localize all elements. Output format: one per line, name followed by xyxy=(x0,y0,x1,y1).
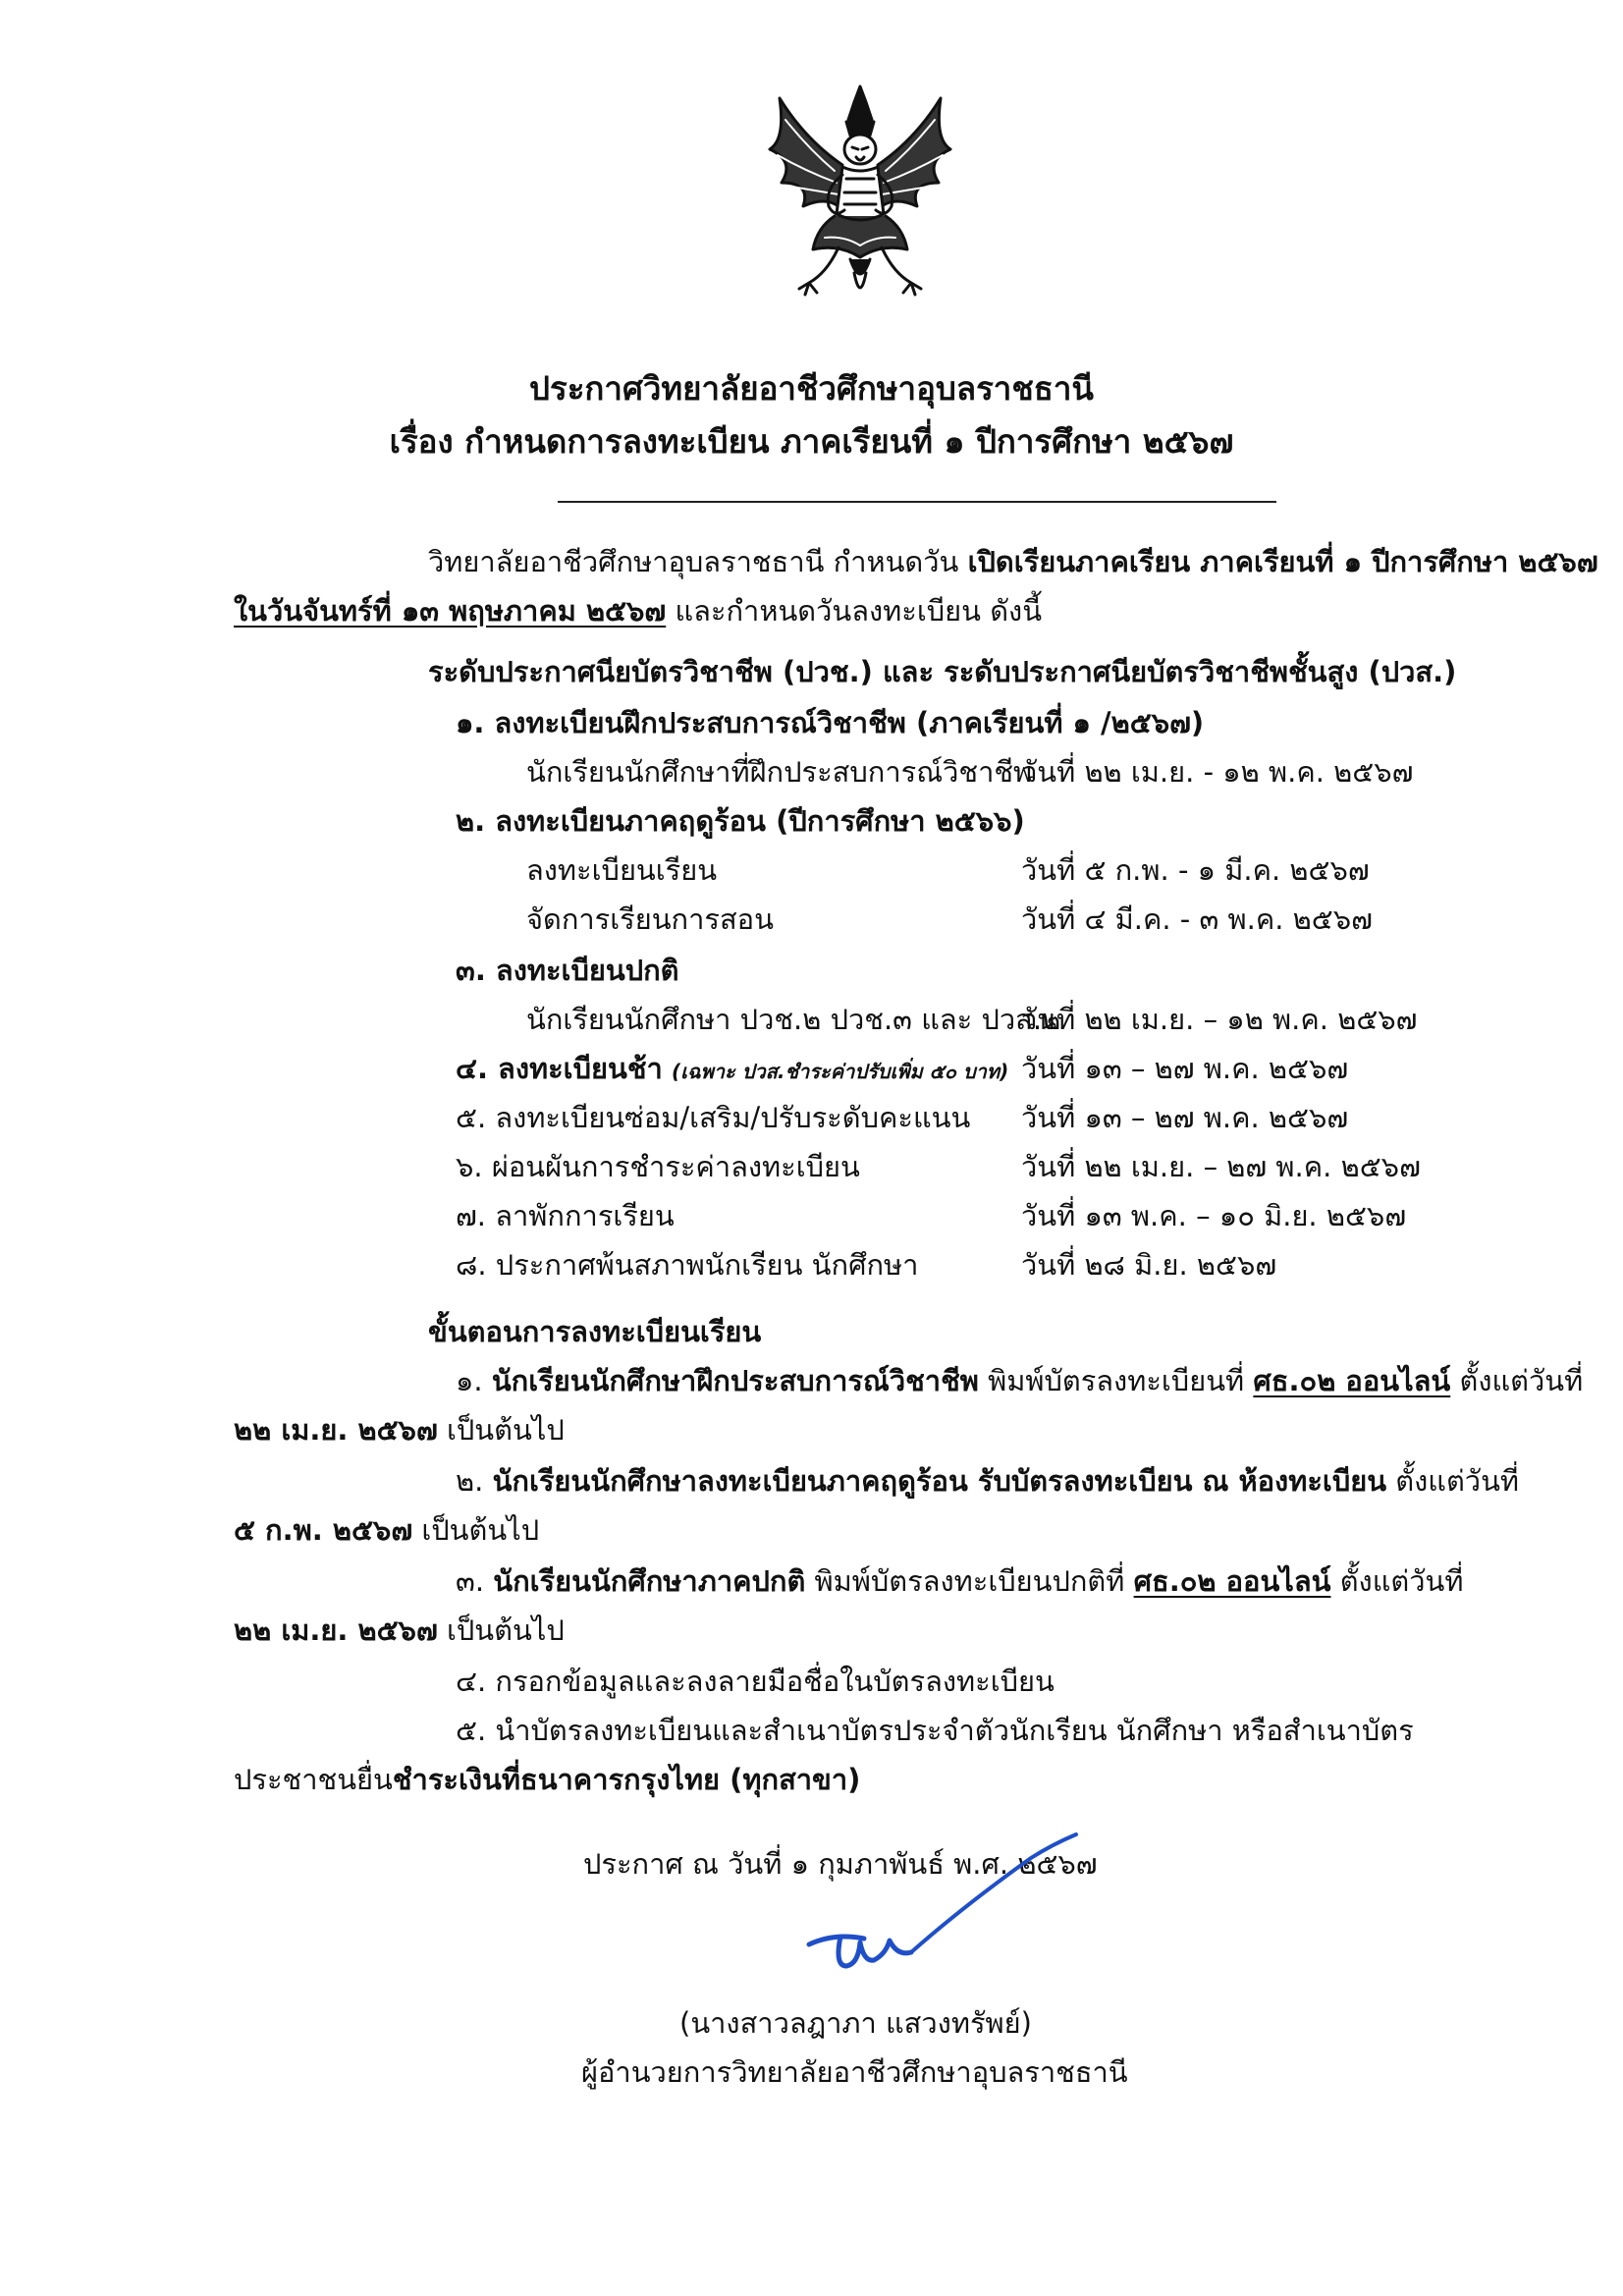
step3-date-tail: เป็นต้นไป xyxy=(437,1613,565,1647)
step2-num: ๒. xyxy=(456,1464,493,1498)
step1-bold: นักเรียนนักศึกษาฝึกประสบการณ์วิชาชีพ xyxy=(491,1364,979,1397)
level-heading: ระดับประกาศนียบัตรวิชาชีพ (ปวช.) และ ระดับประกาศนียบัตรวิชาชีพชั้นสูง (ปวส.) xyxy=(428,655,1457,688)
item1-date: วันที่ ๒๒ เม.ย. - ๑๒ พ.ค. ๒๕๖๗ xyxy=(1021,755,1414,789)
page-subject: เรื่อง กำหนดการลงทะเบียน ภาคเรียนที่ ๑ ปีการศึกษา ๒๕๖๗ xyxy=(389,422,1234,461)
item4-date: วันที่ ๑๓ – ๒๗ พ.ค. ๒๕๖๗ xyxy=(1021,1052,1349,1085)
announce-date: ประกาศ ณ วันที่ ๑ กุมภาพันธ์ พ.ศ. ๒๕๖๗ xyxy=(583,1847,1098,1881)
step2-line-1 xyxy=(456,1461,1519,1501)
item2-heading: ๒. ลงทะเบียนภาคฤดูร้อน (ปีการศึกษา ๒๕๖๖) xyxy=(456,804,1025,838)
item1-label: นักเรียนนักศึกษาที่ฝึกประสบการณ์วิชาชีพ xyxy=(526,755,1033,789)
schedule-row-label: ๗. ลาพักการเรียน xyxy=(456,1199,675,1232)
schedule-row-label: ๘. ประกาศพ้นสภาพนักเรียน นักศึกษา xyxy=(456,1248,919,1282)
step5-line-2 xyxy=(234,1760,860,1799)
step1-line-2 xyxy=(234,1410,565,1449)
step3-line-1 xyxy=(456,1561,1463,1601)
step1-num: ๑. xyxy=(456,1364,492,1397)
step2-tail: ตั้งแต่วันที่ xyxy=(1386,1464,1520,1498)
page-title: ประกาศวิทยาลัยอาชีวศึกษาอุบลราชธานี xyxy=(529,369,1094,408)
item3-date: วันที่ ๒๒ เม.ย. – ๑๒ พ.ค. ๒๕๖๗ xyxy=(1021,1003,1418,1036)
step4: ๔. กรอกข้อมูลและลงลายมือชื่อในบัตรลงทะเบียน xyxy=(456,1665,1055,1698)
intro-open-term: เปิดเรียนภาคเรียน ภาคเรียนที่ ๑ ปีการศึกษา ๒๕๖๗ xyxy=(967,545,1598,578)
item4-row xyxy=(456,1049,1008,1091)
item1-heading: ๑. ลงทะเบียนฝึกประสบการณ์วิชาชีพ (ภาคเรียนที่ ๑ /๒๕๖๗) xyxy=(456,706,1205,739)
step2-date: ๕ ก.พ. ๒๕๖๗ xyxy=(234,1513,413,1547)
intro-line-2 xyxy=(234,591,1042,630)
step5-bold: ชำระเงินที่ธนาคารกรุงไทย (ทุกสาขา) xyxy=(392,1763,861,1796)
item4-note: (เฉพาะ ปวส.ชำระค่าปรับเพิ่ม ๕๐ บาท) xyxy=(672,1060,1009,1083)
step3-tail: ตั้งแต่วันที่ xyxy=(1330,1564,1464,1598)
item2-row-label: ลงทะเบียนเรียน xyxy=(526,853,718,887)
step3-date: ๒๒ เม.ย. ๒๕๖๗ xyxy=(234,1613,438,1647)
item4-label: ๔. ลงทะเบียนช้า xyxy=(456,1052,663,1085)
intro-open-date: ในวันจันทร์ที่ ๑๓ พฤษภาคม ๒๕๖๗ xyxy=(234,594,667,628)
signer-name: (นางสาวลฎาภา แสวงทรัพย์) xyxy=(679,2006,1032,2040)
step3-link: ศธ.๐๒ ออนไลน์ xyxy=(1133,1564,1331,1598)
step3-plain: พิมพ์บัตรลงทะเบียนปกติที่ xyxy=(805,1564,1134,1598)
step1-date: ๒๒ เม.ย. ๒๕๖๗ xyxy=(234,1413,438,1447)
signer-title: ผู้อำนวยการวิทยาลัยอาชีวศึกษาอุบลราชธานี xyxy=(581,2055,1128,2089)
step1-tail: ตั้งแต่วันที่ xyxy=(1450,1364,1584,1397)
title-divider xyxy=(558,501,1276,503)
step5-line-1: ๕. นำบัตรลงทะเบียนและสำเนาบัตรประจำตัวนักเรียน นักศึกษา หรือสำเนาบัตร xyxy=(456,1714,1414,1747)
step2-bold: นักเรียนนักศึกษาลงทะเบียนภาคฤดูร้อน รับบัตรลงทะเบียน ณ ห้องทะเบียน xyxy=(492,1464,1387,1498)
step3-line-2 xyxy=(234,1611,565,1650)
step5-plain: ประชาชนยื่น xyxy=(234,1763,393,1796)
intro-tail: และกำหนดวันลงทะเบียน ดังนี้ xyxy=(666,594,1043,628)
signature-mark xyxy=(795,1819,1090,1976)
step1-date-tail: เป็นต้นไป xyxy=(437,1413,565,1447)
schedule-row-date: วันที่ ๒๒ เม.ย. – ๒๗ พ.ค. ๒๕๖๗ xyxy=(1021,1150,1421,1183)
steps-heading: ขั้นตอนการลงทะเบียนเรียน xyxy=(428,1315,762,1348)
step2-date-tail: เป็นต้นไป xyxy=(412,1513,540,1547)
schedule-row-label: ๕. ลงทะเบียนซ่อม/เสริม/ปรับระดับคะแนน xyxy=(456,1101,971,1134)
step1-link: ศธ.๐๒ ออนไลน์ xyxy=(1253,1364,1451,1397)
step3-num: ๓. xyxy=(456,1564,494,1598)
schedule-row-date: วันที่ ๒๘ มิ.ย. ๒๕๖๗ xyxy=(1021,1248,1277,1282)
item2-row-label: จัดการเรียนการสอน xyxy=(526,902,774,936)
schedule-row-label: ๖. ผ่อนผันการชำระค่าลงทะเบียน xyxy=(456,1150,860,1183)
item3-label: นักเรียนนักศึกษา ปวช.๒ ปวช.๓ และ ปวส.๒ xyxy=(526,1003,1061,1036)
item2-row-date: วันที่ ๕ ก.พ. - ๑ มี.ค. ๒๕๖๗ xyxy=(1021,853,1370,887)
garuda-emblem-icon xyxy=(756,81,964,306)
step1-plain: พิมพ์บัตรลงทะเบียนที่ xyxy=(978,1364,1254,1397)
step2-line-2 xyxy=(234,1510,539,1550)
schedule-row-date: วันที่ ๑๓ พ.ค. – ๑๐ มิ.ย. ๒๕๖๗ xyxy=(1021,1199,1407,1232)
item2-row-date: วันที่ ๔ มี.ค. - ๓ พ.ค. ๒๕๖๗ xyxy=(1021,902,1373,936)
item3-heading: ๓. ลงทะเบียนปกติ xyxy=(456,954,679,987)
intro-line-1 xyxy=(428,542,1598,581)
step3-bold: นักเรียนนักศึกษาภาคปกติ xyxy=(493,1564,806,1598)
step1-line-1 xyxy=(456,1361,1583,1400)
intro-plain: วิทยาลัยอาชีวศึกษาอุบลราชธานี กำหนดวัน xyxy=(428,545,968,578)
schedule-row-date: วันที่ ๑๓ – ๒๗ พ.ค. ๒๕๖๗ xyxy=(1021,1101,1349,1134)
